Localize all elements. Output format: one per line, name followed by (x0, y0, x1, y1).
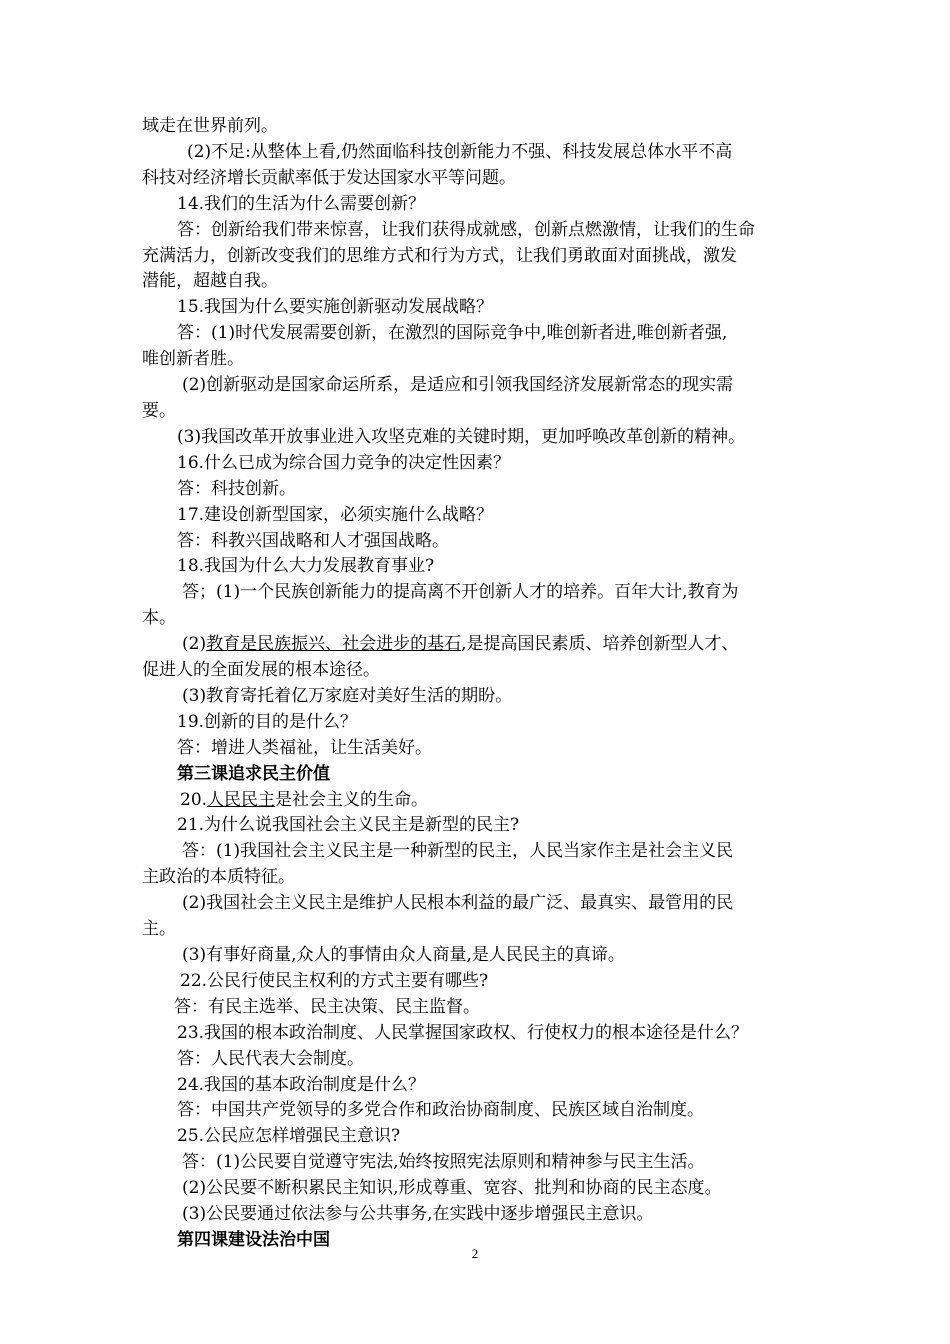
question-14: 14.我们的生活为什么需要创新？ (177, 193, 426, 214)
question-17: 17.建设创新型国家，必须实施什么战略？ (177, 504, 494, 525)
text-line: (3)公民要通过依法参与公共事务,在实践中逐步增强民主意识。 (182, 1204, 654, 1225)
answer-23: 答：人民代表大会制度。 (177, 1048, 364, 1069)
text-line: (2)不足:从整体上看,仍然面临科技创新能力不强、科技发展总体水平不高 (187, 141, 733, 162)
text-line: (2)公民要不断积累民主知识,形成尊重、宽容、批判和协商的民主态度。 (182, 1178, 722, 1199)
answer-24: 答：中国共产党领导的多党合作和政治协商制度、民族区域自治制度。 (177, 1100, 704, 1121)
text-segment: ,是提高国民素质、培养创新型人才、 (461, 634, 739, 655)
text-line: 主。 (142, 919, 176, 940)
text-line: (3)有事好商量,众人的事情由众人商量,是人民民主的真谛。 (182, 945, 625, 965)
question-15: 15.我国为什么要实施创新驱动发展战略？ (177, 297, 494, 318)
text-segment: 20. (180, 789, 208, 810)
text-line: 主政治的本质特征。 (142, 867, 295, 888)
text-line: 唯创新者胜。 (142, 349, 244, 370)
text-line: (2)创新驱动是国家命运所系，是适应和引领我国经济发展新常态的现实需 (182, 375, 734, 396)
text-line: (2)我国社会主义民主是维护人民根本利益的最广泛、最真实、最管用的民 (182, 893, 734, 914)
question-21: 21.为什么说我国社会主义民主是新型的民主? (177, 815, 520, 836)
question-20 (142, 788, 810, 814)
page-number: 2 (471, 1246, 479, 1261)
question-16: 16.什么已成为综合国力竞争的决定性因素？ (177, 452, 511, 473)
question-23: 23.我国的根本政治制度、人民掌握国家政权、行使权力的根本途径是什么？ (177, 1022, 749, 1043)
answer-18: 答；(1)一个民族创新能力的提高离不开创新人才的培养。百年大计,教育为 (182, 582, 739, 603)
text-line: 促进人的全面发展的根本途径。 (142, 660, 380, 681)
question-19: 19.创新的目的是什么？ (177, 711, 358, 732)
text-line: 科技对经济增长贡献率低于发达国家水平等问题。 (142, 167, 516, 188)
text-segment: 是社会主义的生命。 (275, 789, 429, 810)
underlined-text: 人民民主 (207, 789, 276, 810)
section-heading-lesson-4: 第四课建设法治中国 (177, 1229, 330, 1250)
answer-21: 答：(1)我国社会主义民主是一种新型的民主，人民当家作主是社会主义民 (182, 841, 734, 862)
answer-19: 答：增进人类福祉，让生活美好。 (177, 737, 432, 758)
question-18: 18.我国为什么大力发展教育事业? (177, 556, 435, 577)
question-25: 25.公民应怎样增强民主意识? (177, 1126, 401, 1147)
text-segment: (2) (182, 634, 207, 655)
text-line: 要。 (142, 400, 176, 421)
text-line: 充满活力，创新改变我们的思维方式和行为方式，让我们勇敢面对面挑战，激发 (142, 245, 737, 266)
text-line (142, 632, 810, 658)
body-text (142, 114, 810, 1254)
text-line: (3)我国改革开放事业进入攻坚克难的关键时期，更加呼唤改革创新的精神。 (177, 426, 746, 447)
answer-14: 答：创新给我们带来惊喜，让我们获得成就感，创新点燃激情，让我们的生命 (177, 219, 755, 240)
underlined-text: 教育是民族振兴、社会进步的基石 (206, 634, 462, 655)
question-22: 22.公民行使民主权利的方式主要有哪些? (180, 970, 489, 991)
answer-25: 答：(1)公民要自觉遵守宪法,始终按照宪法原则和精神参与民主生活。 (182, 1152, 705, 1173)
answer-16: 答：科技创新。 (177, 478, 296, 499)
text-line: 域走在世界前列。 (142, 116, 278, 136)
text-line: (3)教育寄托着亿万家庭对美好生活的期盼。 (182, 685, 513, 706)
answer-15: 答：(1)时代发展需要创新，在激烈的国际竞争中,唯创新者进,唯创新者强, (177, 323, 728, 344)
question-24: 24.我国的基本政治制度是什么？ (177, 1074, 426, 1095)
answer-22: 答：有民主选举、民主决策、民主监督。 (174, 996, 480, 1017)
answer-17: 答：科教兴国战略和人才强国战略。 (177, 530, 449, 551)
section-heading-lesson-3: 第三课追求民主价值 (177, 763, 330, 784)
text-line: 本。 (142, 608, 176, 629)
text-line: 潜能，超越自我。 (142, 271, 278, 292)
